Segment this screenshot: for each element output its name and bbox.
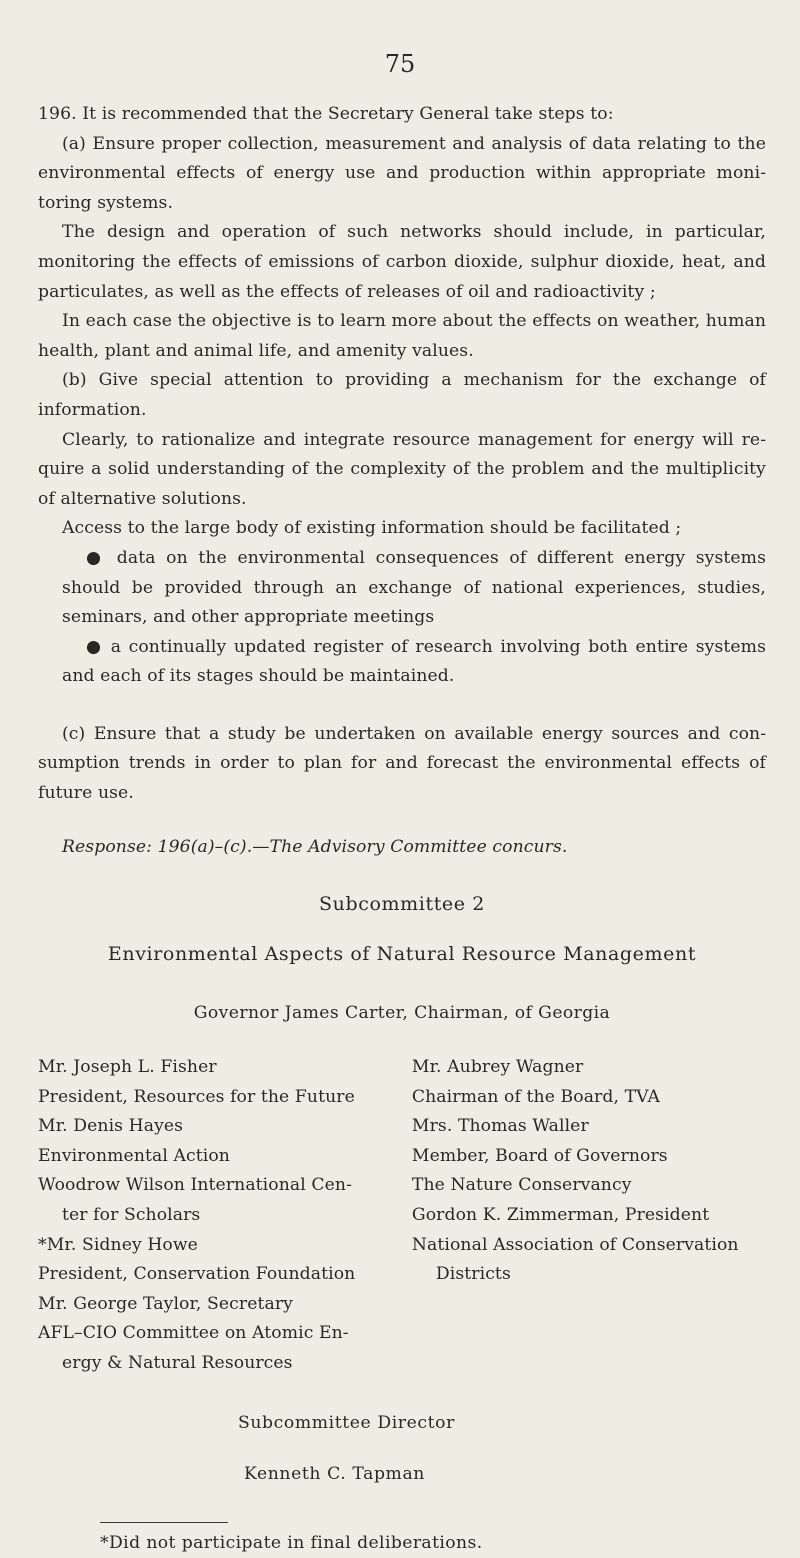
body-text [38,100,766,1558]
member-line: Mr. Aubrey Wagner [411,1057,584,1078]
subcommittee-title: Subcommittee 2 [319,893,485,916]
member-line: Districts [435,1264,511,1285]
paragraph-a: (a) Ensure proper collection, measurement and analysis of data relating to the environmental effects of energy use and production within appropriate monitoring systems. [38,133,766,213]
director-name: Kenneth C. Tapman [244,1464,425,1485]
member-line: Chairman of the Board, TVA [411,1086,661,1107]
members-left-column [38,1053,412,1379]
bullet-item-data: ● data on the environmental consequences of different energy systems should be provided through an exchange of national experiences, studies, seminars, and other appropriate meetings [62,547,766,628]
director-label: Subcommittee Director [238,1412,455,1433]
response-text: Response: 196(a)–(c).—The Advisory Committee concurs. [62,836,568,857]
bullet-item-register: ● a continually updated register of research involving both entire systems and each of its stages should be maintained. [62,636,766,687]
page-number: 75 [384,50,416,78]
member-line: *Mr. Sidney Howe [38,1234,198,1255]
member-line: Mr. George Taylor, Secretary [38,1293,293,1314]
paragraph-clearly: Clearly, to rationalize and integrate resource management for energy will require a solid understanding of the complexity of the problem and the multiplicity of alternative solutions. [38,429,766,509]
subcommittee-subtitle: Environmental Aspects of Natural Resource Management [107,942,697,965]
member-line: President, Conservation Foundation [38,1264,356,1285]
paragraph-each-case: In each case the objective is to learn more about the effects on weather, human health, plant and animal life, and amenity values. [38,311,766,361]
paragraph-design: The design and operation of such networks should include, in particular, monitoring the effects of emissions of carbon dioxide, sulphur dioxide, heat, and particulates, as well as the effects of releases of oil and radioactivity ; [38,222,766,302]
member-line: Member, Board of Governors [411,1145,668,1166]
paragraph-b: (b) Give special attention to providing a mechanism for the exchange of information. [38,370,766,420]
member-line: Mr. Denis Hayes [38,1116,184,1137]
footnote: *Did not participate in final deliberations. [100,1532,483,1553]
member-line: Mr. Joseph L. Fisher [38,1057,217,1078]
member-line: Gordon K. Zimmerman, President [411,1205,710,1225]
members-columns [38,1053,766,1379]
members-right-column [412,1053,766,1379]
paragraph-c: (c) Ensure that a study be undertaken on available energy sources and consumption trends in order to plan for and forecast the environmental effects of future use. [38,723,766,804]
member-line: The Nature Conservancy [411,1175,632,1196]
paragraph-access: Access to the large body of existing information should be facilitated ; [62,518,682,539]
member-line: President, Resources for the Future [38,1086,355,1107]
member-line: Environmental Action [38,1145,230,1166]
member-line: National Association of Conservation [411,1234,739,1255]
member-line: AFL–CIO Committee on Atomic En- [38,1323,349,1344]
member-line: ergy & Natural Resources [62,1352,293,1373]
paragraph-196-intro: 196. It is recommended that the Secretary General take steps to: [38,104,614,124]
member-line: Mrs. Thomas Waller [411,1116,589,1137]
member-line: ter for Scholars [62,1205,201,1225]
footnote-divider [100,1522,228,1523]
member-line: Woodrow Wilson International Cen- [38,1175,352,1196]
chairman-line: Governor James Carter, Chairman, of Georgia [193,1003,611,1024]
